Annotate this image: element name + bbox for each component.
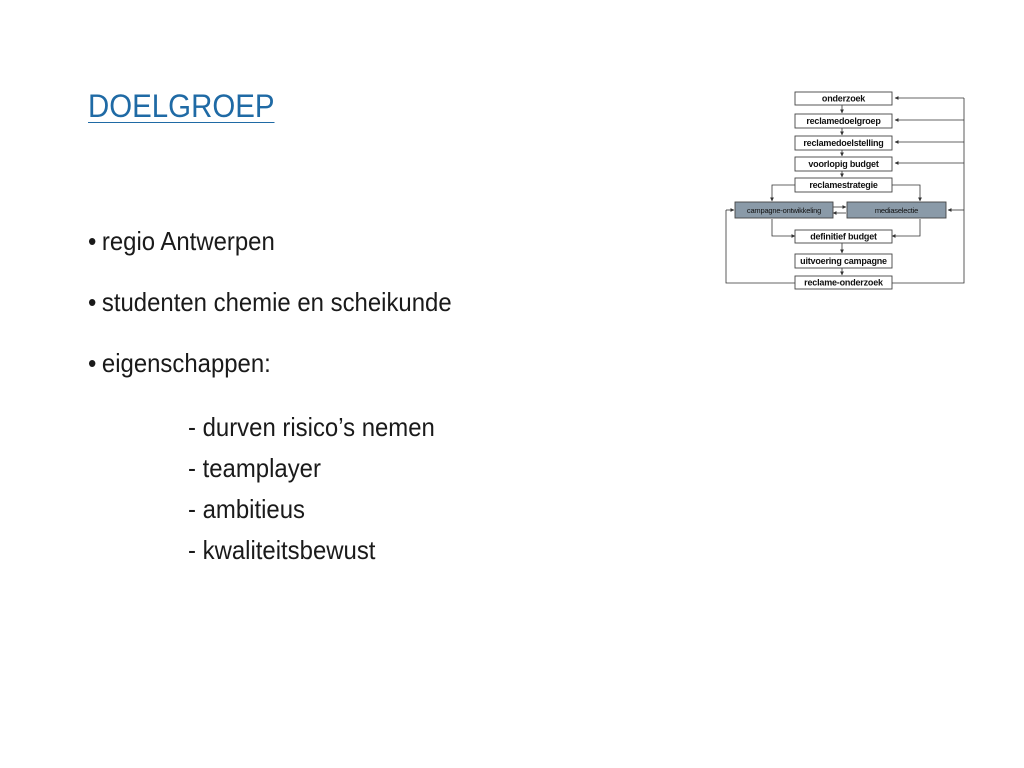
sub-item: - durven risico’s nemen xyxy=(188,412,435,442)
step-box-voorlopig-budget xyxy=(795,157,892,171)
step-box-definitief-budget xyxy=(795,230,892,243)
bullet-item xyxy=(88,224,452,258)
bullet-dot-icon: • xyxy=(88,226,97,256)
flow-arrow xyxy=(772,185,795,201)
step-label: campagne-ontwikkeling xyxy=(746,206,822,215)
step-label: definitief budget xyxy=(810,231,877,242)
bullet-text: regio Antwerpen xyxy=(101,226,275,256)
feedback-loop-line xyxy=(726,210,795,283)
step-label: reclamedoelgroep xyxy=(806,116,881,126)
feedback-loop-line xyxy=(892,98,964,283)
step-label: uitvoering campagne xyxy=(800,256,887,266)
step-box-reclamedoelstelling xyxy=(795,136,892,150)
sub-item: - kwaliteitsbewust xyxy=(188,535,376,565)
step-box-uitvoering-campagne xyxy=(795,254,892,268)
flow-arrow xyxy=(892,219,920,236)
step-box-reclamedoelgroep xyxy=(795,114,892,128)
bullet-item xyxy=(88,285,452,319)
advertising-process-diagram xyxy=(722,88,972,288)
flow-arrow xyxy=(772,219,795,236)
bullet-dot-icon: • xyxy=(88,348,97,378)
process-diagram-svg xyxy=(722,88,972,288)
slide-title: DOELGROEP xyxy=(88,88,275,124)
step-box-onderzoek xyxy=(795,92,892,105)
flow-arrow xyxy=(892,185,920,201)
step-label: mediaselectie xyxy=(874,206,919,215)
step-label: reclame-onderzoek xyxy=(804,277,883,288)
step-box-mediaselectie xyxy=(847,202,946,218)
step-box-campagne-ontwikkeling xyxy=(735,202,833,218)
bullet-list xyxy=(88,224,452,380)
step-box-reclamestrategie xyxy=(795,178,892,192)
step-label: onderzoek xyxy=(821,93,866,104)
sub-item: - ambitieus xyxy=(188,494,305,524)
sub-item: - teamplayer xyxy=(188,453,321,483)
properties-sublist xyxy=(188,407,435,571)
step-label: reclamestrategie xyxy=(809,180,878,190)
bullet-dot-icon: • xyxy=(88,287,97,317)
step-box-reclame-onderzoek xyxy=(795,276,892,289)
bullet-text: eigenschappen: xyxy=(101,348,271,378)
step-label: reclamedoelstelling xyxy=(803,138,884,148)
step-label: voorlopig budget xyxy=(808,159,879,169)
bullet-item xyxy=(88,346,452,380)
bullet-text: studenten chemie en scheikunde xyxy=(101,287,452,317)
